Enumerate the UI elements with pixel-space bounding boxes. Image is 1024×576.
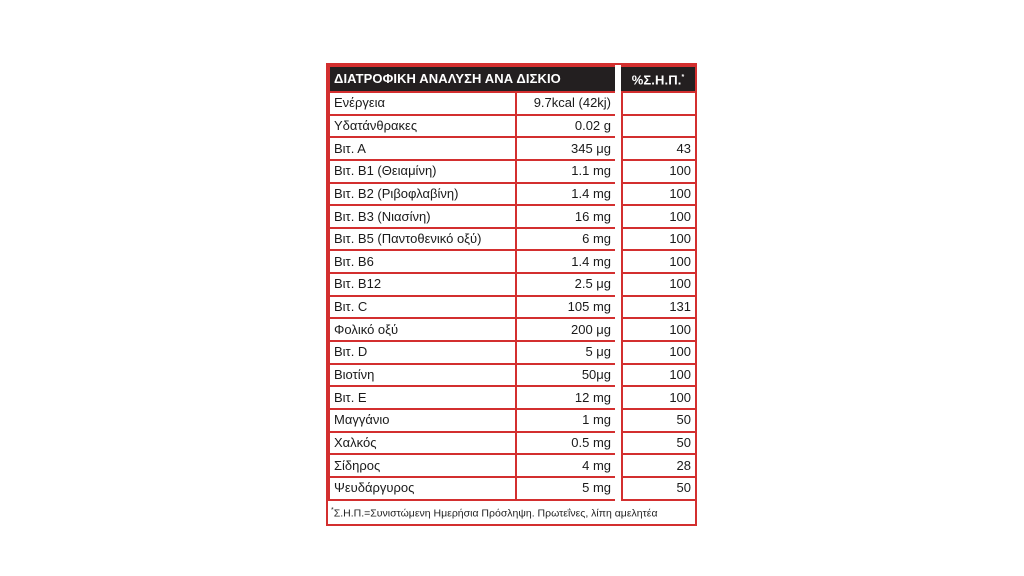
table-row bbox=[329, 183, 696, 206]
table-row bbox=[329, 409, 696, 432]
nutrient-amount: 1.4 mg bbox=[516, 250, 618, 273]
footnote bbox=[328, 501, 695, 525]
nutrient-amount: 9.7kcal (42kj) bbox=[516, 92, 618, 115]
nutrient-pct: 100 bbox=[618, 250, 696, 273]
table-row bbox=[329, 364, 696, 387]
nutrient-pct: 100 bbox=[618, 273, 696, 296]
nutrient-name: Βιτ. Β12 bbox=[329, 273, 516, 296]
nutrient-amount: 105 mg bbox=[516, 296, 618, 319]
nutrient-name: Φολικό οξύ bbox=[329, 318, 516, 341]
footnote-text: Σ.Η.Π.=Συνιστώμενη Ημερήσια Πρόσληψη. Πρωτεΐνες, λίπη αμελητέα bbox=[333, 507, 658, 520]
nutrient-pct: 100 bbox=[618, 205, 696, 228]
nutrient-amount: 200 μg bbox=[516, 318, 618, 341]
nutrient-amount: 4 mg bbox=[516, 454, 618, 477]
nutrient-pct: 50 bbox=[618, 409, 696, 432]
pct-column-header bbox=[618, 66, 696, 92]
nutrient-amount: 1.4 mg bbox=[516, 183, 618, 206]
nutrient-name: Βιτ. Β6 bbox=[329, 250, 516, 273]
nutrient-name: Βιτ. Β1 (Θειαμίνη) bbox=[329, 160, 516, 183]
nutrient-pct: 50 bbox=[618, 432, 696, 455]
table-row bbox=[329, 250, 696, 273]
nutrient-name: Ψευδάργυρος bbox=[329, 477, 516, 500]
nutrient-pct: 50 bbox=[618, 477, 696, 500]
nutrient-name: Σίδηρος bbox=[329, 454, 516, 477]
nutrient-name: Βιτ. Β5 (Παντοθενικό οξύ) bbox=[329, 228, 516, 251]
nutrient-pct: 100 bbox=[618, 228, 696, 251]
nutrient-pct: 131 bbox=[618, 296, 696, 319]
nutrient-amount: 50μg bbox=[516, 364, 618, 387]
nutrition-table-panel bbox=[326, 63, 697, 526]
nutrient-amount: 1 mg bbox=[516, 409, 618, 432]
nutrient-name: Χαλκός bbox=[329, 432, 516, 455]
nutrient-pct: 100 bbox=[618, 183, 696, 206]
nutrient-amount: 16 mg bbox=[516, 205, 618, 228]
table-row bbox=[329, 160, 696, 183]
nutrient-amount: 5 μg bbox=[516, 341, 618, 364]
table-row bbox=[329, 137, 696, 160]
table-row bbox=[329, 92, 696, 115]
nutrient-pct: 100 bbox=[618, 160, 696, 183]
table-row bbox=[329, 115, 696, 138]
nutrient-amount: 12 mg bbox=[516, 386, 618, 409]
table-row bbox=[329, 386, 696, 409]
nutrient-name: Μαγγάνιο bbox=[329, 409, 516, 432]
nutrient-amount: 1.1 mg bbox=[516, 160, 618, 183]
nutrient-name: Ενέργεια bbox=[329, 92, 516, 115]
table-row bbox=[329, 273, 696, 296]
table-row bbox=[329, 454, 696, 477]
nutrient-amount: 345 μg bbox=[516, 137, 618, 160]
nutrient-name: Βιτ. Ε bbox=[329, 386, 516, 409]
table-row bbox=[329, 341, 696, 364]
nutrient-name: Βιτ. Α bbox=[329, 137, 516, 160]
nutrient-amount: 6 mg bbox=[516, 228, 618, 251]
nutrient-name: Βιοτίνη bbox=[329, 364, 516, 387]
nutrient-pct: 100 bbox=[618, 364, 696, 387]
nutrition-table bbox=[328, 65, 697, 501]
nutrient-pct: 100 bbox=[618, 386, 696, 409]
footnote-mark: * bbox=[331, 506, 334, 514]
nutrient-amount: 5 mg bbox=[516, 477, 618, 500]
table-row bbox=[329, 296, 696, 319]
table-row bbox=[329, 228, 696, 251]
nutrient-name: Βιτ. Β2 (Ριβοφλαβίνη) bbox=[329, 183, 516, 206]
nutrient-name: Βιτ. C bbox=[329, 296, 516, 319]
nutrient-name: Υδατάνθρακες bbox=[329, 115, 516, 138]
nutrient-pct: 28 bbox=[618, 454, 696, 477]
nutrient-name: Βιτ. D bbox=[329, 341, 516, 364]
nutrient-pct: 43 bbox=[618, 137, 696, 160]
table-body bbox=[329, 92, 696, 500]
table-row bbox=[329, 477, 696, 500]
table-title: ΔΙΑΤΡΟΦΙΚΗ ΑΝΑΛΥΣΗ ΑΝΑ ΔΙΣΚΙΟ bbox=[329, 66, 618, 92]
nutrient-name: Βιτ. Β3 (Νιασίνη) bbox=[329, 205, 516, 228]
nutrient-pct: 100 bbox=[618, 341, 696, 364]
nutrient-pct bbox=[618, 92, 696, 115]
pct-column-header-mark: * bbox=[681, 73, 685, 81]
nutrient-pct bbox=[618, 115, 696, 138]
table-row bbox=[329, 432, 696, 455]
table-row bbox=[329, 205, 696, 228]
nutrient-amount: 2.5 μg bbox=[516, 273, 618, 296]
nutrient-amount: 0.02 g bbox=[516, 115, 618, 138]
nutrient-pct: 100 bbox=[618, 318, 696, 341]
table-row bbox=[329, 318, 696, 341]
table-header-row bbox=[329, 66, 696, 92]
nutrient-amount: 0.5 mg bbox=[516, 432, 618, 455]
pct-column-header-label: %Σ.Η.Π. bbox=[631, 72, 682, 88]
